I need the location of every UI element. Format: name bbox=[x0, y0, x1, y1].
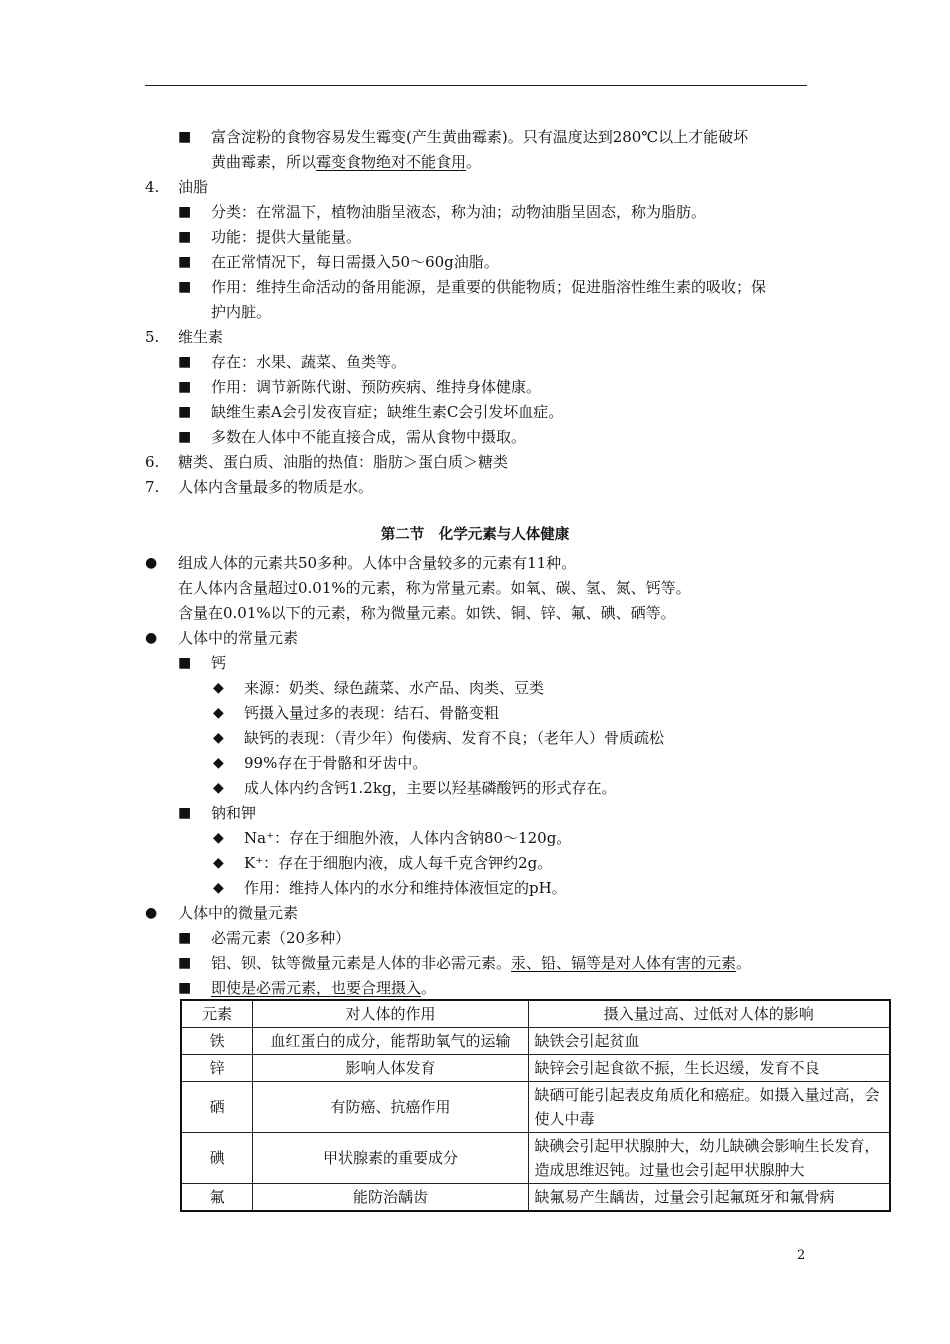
subheading-sodium-potassium: 钠和钾 bbox=[211, 804, 257, 822]
heading-fats: 油脂 bbox=[178, 178, 209, 196]
subheading-calcium: 钙 bbox=[211, 654, 227, 672]
table-row bbox=[181, 1133, 890, 1184]
text-line: 组成人体的元素共50多种。人体中含量较多的元素有11种。 bbox=[178, 554, 577, 572]
text-line: K⁺：存在于细胞内液，成人每千克含钾约2g。 bbox=[244, 854, 553, 872]
diamond-bullet: ◆ bbox=[213, 680, 224, 696]
text-line: 缺维生素A会引发夜盲症；缺维生素C会引发坏血症。 bbox=[211, 403, 564, 421]
text-line: 糖类、蛋白质、油脂的热值：脂肪＞蛋白质＞糖类 bbox=[178, 453, 509, 471]
square-bullet: ■ bbox=[178, 254, 192, 270]
diamond-bullet: ◆ bbox=[213, 705, 224, 721]
text-line: 成人体内约含钙1.2kg，主要以羟基磷酸钙的形式存在。 bbox=[244, 779, 617, 797]
underlined-text: 汞、铅、镉等是对人体有害的元素 bbox=[511, 954, 737, 972]
square-bullet: ■ bbox=[178, 129, 192, 145]
table-row bbox=[181, 1055, 890, 1082]
element-cell: 碘 bbox=[181, 1133, 253, 1184]
element-cell: 铁 bbox=[181, 1028, 253, 1055]
diamond-bullet: ◆ bbox=[213, 880, 224, 896]
square-bullet: ■ bbox=[178, 354, 192, 370]
diamond-bullet: ◆ bbox=[213, 780, 224, 796]
text-line: 99%存在于骨骼和牙齿中。 bbox=[244, 754, 428, 772]
underlined-text: 霉变食物绝对不能食用 bbox=[316, 153, 467, 171]
round-bullet: ● bbox=[145, 630, 158, 646]
square-bullet: ■ bbox=[178, 955, 192, 971]
effect-cell: 缺硒可能引起表皮角质化和癌症。如摄入量过高，会使人中毒 bbox=[528, 1082, 890, 1133]
element-cell: 锌 bbox=[181, 1055, 253, 1082]
trace-elements-table bbox=[180, 999, 891, 1212]
text-line: 功能：提供大量能量。 bbox=[211, 228, 362, 246]
effect-cell: 缺锌会引起食欲不振，生长迟缓，发育不良 bbox=[528, 1055, 890, 1082]
element-cell: 氟 bbox=[181, 1184, 253, 1212]
diamond-bullet: ◆ bbox=[213, 830, 224, 846]
square-bullet: ■ bbox=[178, 279, 192, 295]
square-bullet: ■ bbox=[178, 379, 192, 395]
element-cell: 硒 bbox=[181, 1082, 253, 1133]
square-bullet: ■ bbox=[178, 930, 192, 946]
square-bullet: ■ bbox=[178, 980, 192, 996]
text-line: 含量在0.01%以下的元素，称为微量元素。如铁、铜、锌、氟、碘、硒等。 bbox=[178, 604, 676, 622]
table-header-row bbox=[181, 1000, 890, 1028]
effect-cell: 缺碘会引起甲状腺肿大，幼儿缺碘会影响生长发育，造成思维迟钝。过量也会引起甲状腺肿大 bbox=[528, 1133, 890, 1184]
text-line: 来源：奶类、绿色蔬菜、水产品、肉类、豆类 bbox=[244, 679, 545, 697]
text-line: 护内脏。 bbox=[211, 303, 272, 321]
effect-cell: 缺铁会引起贫血 bbox=[528, 1028, 890, 1055]
heading-vitamins: 维生素 bbox=[178, 328, 224, 346]
page-number: 2 bbox=[797, 1248, 806, 1263]
effect-cell: 缺氟易产生龋齿，过量会引起氟斑牙和氟骨病 bbox=[528, 1184, 890, 1212]
text-line: 存在：水果、蔬菜、鱼类等。 bbox=[211, 353, 407, 371]
text-line: 黄曲霉素，所以霉变食物绝对不能食用。 bbox=[211, 153, 482, 171]
function-cell: 有防癌、抗癌作用 bbox=[253, 1082, 528, 1133]
text-line: 分类：在常温下，植物油脂呈液态，称为油；动物油脂呈固态，称为脂肪。 bbox=[211, 203, 707, 221]
list-number: 5. bbox=[145, 328, 160, 346]
list-number: 7. bbox=[145, 478, 160, 496]
text-line: 缺钙的表现：（青少年）佝偻病、发育不良；（老年人）骨质疏松 bbox=[244, 729, 665, 747]
text-line: 必需元素（20多种） bbox=[211, 929, 351, 947]
function-cell: 甲状腺素的重要成分 bbox=[253, 1133, 528, 1184]
text-line: 人体内含量最多的物质是水。 bbox=[178, 478, 374, 496]
heading-macro-elements: 人体中的常量元素 bbox=[178, 629, 299, 647]
text-line: 作用：调节新陈代谢、预防疾病、维持身体健康。 bbox=[211, 378, 542, 396]
text-line: 富含淀粉的食物容易发生霉变(产生黄曲霉素)。只有温度达到280℃以上才能破坏 bbox=[211, 128, 749, 146]
text-line: Na⁺：存在于细胞外液，人体内含钠80～120g。 bbox=[244, 829, 572, 847]
text-line: 即使是必需元素，也要合理摄入。 bbox=[211, 979, 437, 997]
text-line: 作用：维持人体内的水分和维持体液恒定的pH。 bbox=[244, 879, 567, 897]
square-bullet: ■ bbox=[178, 204, 192, 220]
text-line: 多数在人体中不能直接合成，需从食物中摄取。 bbox=[211, 428, 527, 446]
table-row bbox=[181, 1082, 890, 1133]
square-bullet: ■ bbox=[178, 805, 192, 821]
diamond-bullet: ◆ bbox=[213, 730, 224, 746]
list-number: 4. bbox=[145, 178, 160, 196]
square-bullet: ■ bbox=[178, 404, 192, 420]
text-line: 在人体内含量超过0.01%的元素，称为常量元素。如氧、碳、氢、氮、钙等。 bbox=[178, 579, 691, 597]
header-rule bbox=[145, 85, 807, 86]
function-cell: 能防治龋齿 bbox=[253, 1184, 528, 1212]
text-line: 铝、钡、钛等微量元素是人体的非必需元素。汞、铅、镉等是对人体有害的元素。 bbox=[211, 954, 752, 972]
column-header: 元素 bbox=[181, 1000, 253, 1028]
diamond-bullet: ◆ bbox=[213, 855, 224, 871]
square-bullet: ■ bbox=[178, 429, 192, 445]
diamond-bullet: ◆ bbox=[213, 755, 224, 771]
heading-trace-elements: 人体中的微量元素 bbox=[178, 904, 299, 922]
round-bullet: ● bbox=[145, 555, 158, 571]
table-row bbox=[181, 1184, 890, 1212]
list-number: 6. bbox=[145, 453, 160, 471]
square-bullet: ■ bbox=[178, 229, 192, 245]
function-cell: 血红蛋白的成分，能帮助氧气的运输 bbox=[253, 1028, 528, 1055]
column-header: 对人体的作用 bbox=[253, 1000, 528, 1028]
function-cell: 影响人体发育 bbox=[253, 1055, 528, 1082]
text-line: 钙摄入量过多的表现：结石、骨骼变粗 bbox=[244, 704, 500, 722]
round-bullet: ● bbox=[145, 905, 158, 921]
column-header: 摄入量过高、过低对人体的影响 bbox=[528, 1000, 890, 1028]
section-title: 第二节 化学元素与人体健康 bbox=[380, 527, 570, 543]
text-line: 作用：维持生命活动的备用能源，是重要的供能物质；促进脂溶性维生素的吸收；保 bbox=[211, 278, 767, 296]
underlined-text: 即使是必需元素，也要合理摄入 bbox=[211, 979, 422, 997]
text-line: 在正常情况下，每日需摄入50～60g油脂。 bbox=[211, 253, 499, 271]
square-bullet: ■ bbox=[178, 655, 192, 671]
table-row bbox=[181, 1028, 890, 1055]
